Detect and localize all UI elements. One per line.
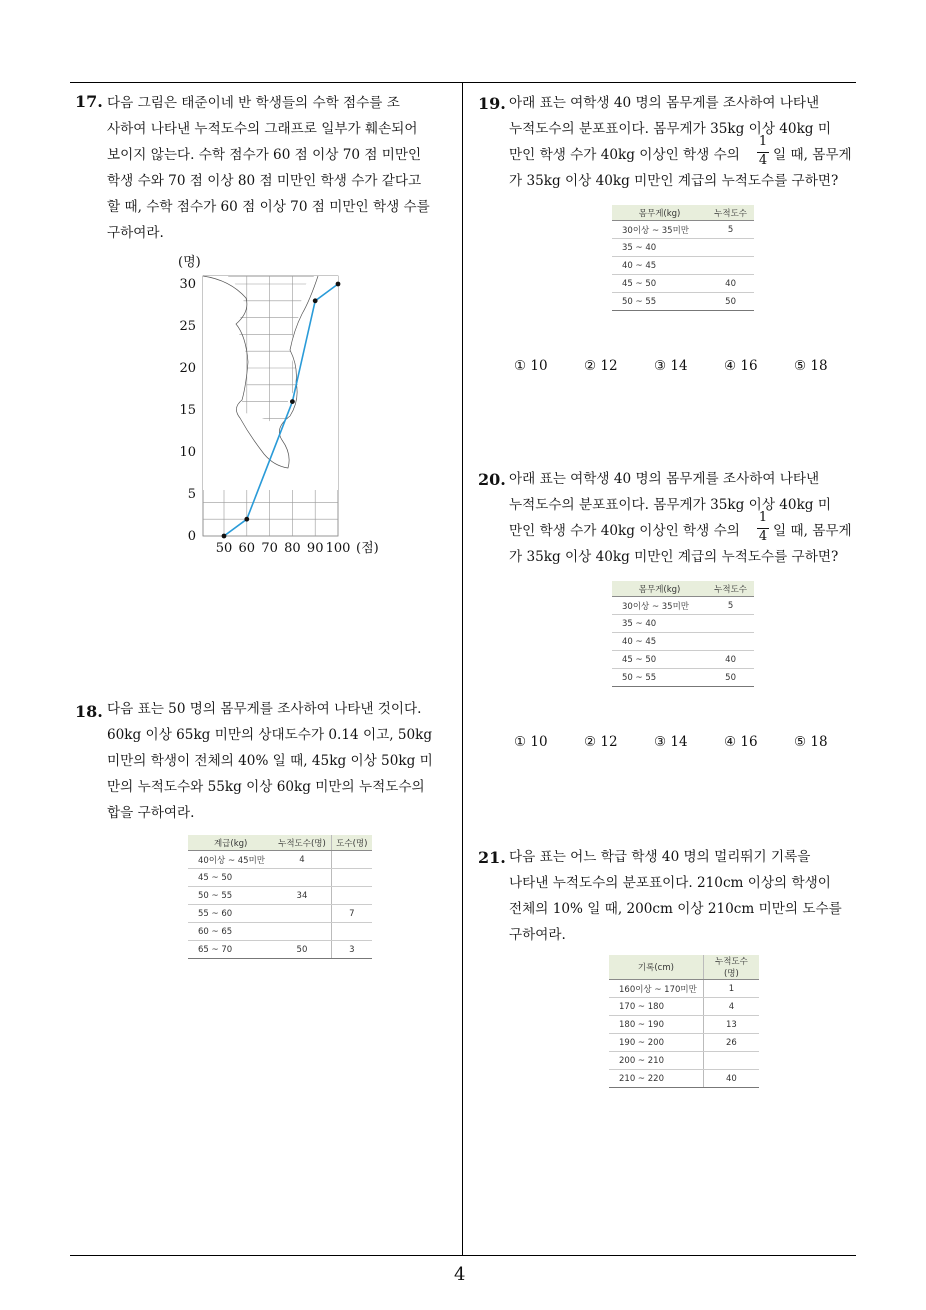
answer-choices (514, 734, 864, 750)
y-tick-label: 25 (179, 319, 196, 334)
table-cell: 180 ~ 190 (609, 1016, 703, 1034)
table-cell (703, 1052, 759, 1070)
table-cell (331, 851, 372, 869)
x-tick-label: 60 (238, 541, 256, 556)
table-cell: 35 ~ 40 (612, 615, 707, 633)
table-cell: 50 ~ 55 (188, 887, 273, 905)
choice-3[interactable]: ③ 14 (654, 734, 688, 750)
table-cell (331, 923, 372, 941)
question-text-line: 다음 그림은 태준이네 반 학생들의 수학 점수를 조 (107, 95, 400, 111)
table-cell: 60 ~ 65 (188, 923, 273, 941)
data-point (244, 517, 249, 522)
question-number: 21. (478, 848, 506, 867)
y-tick-label: 30 (179, 277, 196, 292)
table-cell: 210 ~ 220 (609, 1070, 703, 1088)
question-number: 17. (75, 92, 103, 111)
table-row (609, 1070, 759, 1088)
x-tick-label: 90 (306, 541, 324, 556)
table-cell: 7 (331, 905, 372, 923)
x-tick-label: 50 (215, 541, 233, 556)
table-header: 계급(kg) (188, 835, 273, 851)
table-cell: 26 (703, 1034, 759, 1052)
table-cell: 170 ~ 180 (609, 998, 703, 1016)
table-header: 누적도수(명) (273, 835, 331, 851)
choice-4[interactable]: ④ 16 (724, 734, 758, 750)
y-tick-label: 20 (179, 361, 196, 376)
choice-5[interactable]: ⑤ 18 (794, 734, 828, 750)
table-cell: 3 (331, 941, 372, 959)
table-cell: 45 ~ 50 (612, 275, 707, 293)
question-text-line: 60kg 이상 65kg 미만의 상대도수가 0.14 이고, 50kg (107, 727, 433, 743)
table-cell (273, 923, 331, 941)
table-cell: 190 ~ 200 (609, 1034, 703, 1052)
table-row (612, 669, 754, 687)
question-text-line: 일 때, 몸무게 (773, 523, 852, 539)
table-cell: 50 (273, 941, 331, 959)
question-text-line: 미만의 학생이 전체의 40% 일 때, 45kg 이상 50kg 미 (107, 753, 433, 769)
choice-3[interactable]: ③ 14 (654, 358, 688, 374)
table-row (612, 633, 754, 651)
y-tick-label: 0 (187, 529, 196, 544)
table-cell: 13 (703, 1016, 759, 1034)
question-text-line: 전체의 10% 일 때, 200cm 이상 210cm 미만의 도수를 (509, 901, 842, 917)
question-text-line: 학생 수와 70 점 이상 80 점 미만인 학생 수가 같다고 (107, 173, 422, 189)
x-tick-label: 100 (325, 541, 351, 556)
table-header: 도수(명) (331, 835, 372, 851)
table-header-row (188, 835, 372, 851)
table-row (612, 293, 754, 311)
table-cell: 5 (707, 597, 754, 615)
fraction-numerator: 1 (758, 510, 768, 525)
table-row (188, 851, 372, 869)
table-row (609, 980, 759, 998)
question-text-line: 아래 표는 여학생 40 명의 몸무게를 조사하여 나타낸 (509, 471, 820, 487)
data-point (222, 534, 227, 539)
question-text-line: 만의 누적도수와 55kg 이상 60kg 미만의 누적도수의 (107, 779, 425, 795)
table-cell: 30이상 ~ 35미만 (612, 597, 707, 615)
table-cell: 50 (707, 669, 754, 687)
table-cell (273, 905, 331, 923)
y-tick-label: 15 (179, 403, 196, 418)
question-text-line: 나타낸 누적도수의 분포표이다. 210cm 이상의 학생이 (509, 875, 831, 891)
table-cell: 45 ~ 50 (188, 869, 273, 887)
y-axis-label: (명) (178, 255, 201, 270)
table-header: 누적도수 (707, 205, 754, 221)
question-text-line: 일 때, 몸무게 (773, 147, 852, 163)
table-row (612, 615, 754, 633)
table-cell: 4 (273, 851, 331, 869)
table-row (188, 923, 372, 941)
table-header: 기록(cm) (609, 955, 703, 980)
table-cell: 5 (707, 221, 754, 239)
table-cell (331, 887, 372, 905)
table-cell: 34 (273, 887, 331, 905)
table-row (188, 887, 372, 905)
table-cell: 50 ~ 55 (612, 669, 707, 687)
table-cell: 40 (703, 1070, 759, 1088)
choice-2[interactable]: ② 12 (584, 734, 618, 750)
table-row (188, 941, 372, 959)
table-header-row (612, 205, 754, 221)
table-cell (707, 257, 754, 275)
page-number: 4 (454, 1264, 466, 1285)
table-row (609, 1016, 759, 1034)
table-header: 누적도수(명) (703, 955, 759, 980)
data-point (313, 298, 318, 303)
question-text-line: 누적도수의 분포표이다. 몸무게가 35kg 이상 40kg 미 (509, 121, 831, 137)
question-text-line: 할 때, 수학 점수가 60 점 이상 70 점 미만인 학생 수를 (107, 199, 430, 215)
choice-2[interactable]: ② 12 (584, 358, 618, 374)
fraction-numerator: 1 (758, 134, 768, 149)
data-point (336, 282, 341, 287)
frequency-table (609, 955, 759, 1088)
question-text-line: 합을 구하여라. (107, 805, 195, 821)
table-cell (707, 615, 754, 633)
table-cell: 160이상 ~ 170미만 (609, 980, 703, 998)
x-tick-label: 80 (284, 541, 301, 556)
table-cell: 50 (707, 293, 754, 311)
y-tick-label: 5 (187, 487, 196, 502)
choice-1[interactable]: ① 10 (514, 734, 548, 750)
table-header: 몸무게(kg) (612, 581, 707, 597)
table-row (612, 221, 754, 239)
table-header: 몸무게(kg) (612, 205, 707, 221)
bottom-rule (70, 1255, 856, 1256)
table-row (609, 998, 759, 1016)
table-cell: 4 (703, 998, 759, 1016)
question-text-line: 구하여라. (509, 927, 566, 943)
question-number: 19. (478, 94, 506, 113)
choice-4[interactable]: ④ 16 (724, 358, 758, 374)
table-cell: 1 (703, 980, 759, 998)
table-row (188, 905, 372, 923)
table-cell: 40이상 ~ 45미만 (188, 851, 273, 869)
fraction-denominator: 4 (758, 153, 768, 168)
question-number: 18. (75, 702, 103, 721)
question-text-line: 사하여 나타낸 누적도수의 그래프로 일부가 훼손되어 (107, 121, 418, 137)
question-text-line: 다음 표는 어느 학급 학생 40 명의 멀리뛰기 기록을 (509, 849, 811, 865)
table-row (612, 239, 754, 257)
table-cell: 65 ~ 70 (188, 941, 273, 959)
y-tick-label: 10 (179, 445, 196, 460)
fraction-denominator: 4 (758, 529, 768, 544)
frequency-table (612, 205, 754, 311)
table-cell (707, 239, 754, 257)
answer-choices (514, 358, 864, 374)
question-text-line: 구하여라. (107, 225, 164, 241)
table-cell: 200 ~ 210 (609, 1052, 703, 1070)
table-row (612, 275, 754, 293)
table-row (612, 651, 754, 669)
table-cell: 40 (707, 651, 754, 669)
x-tick-label: 70 (261, 541, 278, 556)
question-text-line: 다음 표는 50 명의 몸무게를 조사하여 나타낸 것이다. (107, 701, 422, 717)
data-point (290, 399, 295, 404)
table-cell: 50 ~ 55 (612, 293, 707, 311)
table-header-row (612, 581, 754, 597)
x-axis-label: (점) (356, 541, 379, 556)
table-row (188, 869, 372, 887)
cumulative-frequency-chart (170, 250, 390, 560)
column-divider (462, 82, 463, 1256)
table-cell (331, 869, 372, 887)
table-cell: 40 (707, 275, 754, 293)
table-cell: 40 ~ 45 (612, 633, 707, 651)
top-rule (70, 82, 856, 83)
table-row (609, 1052, 759, 1070)
table-row (612, 257, 754, 275)
table-cell: 40 ~ 45 (612, 257, 707, 275)
table-header: 누적도수 (707, 581, 754, 597)
table-cell: 30이상 ~ 35미만 (612, 221, 707, 239)
table-cell: 35 ~ 40 (612, 239, 707, 257)
frequency-table (612, 581, 754, 687)
table-cell (273, 869, 331, 887)
question-text-line: 만인 학생 수가 40kg 이상인 학생 수의 (509, 147, 740, 163)
table-row (609, 1034, 759, 1052)
frequency-table (188, 835, 372, 959)
choice-5[interactable]: ⑤ 18 (794, 358, 828, 374)
question-text-line: 보이지 않는다. 수학 점수가 60 점 이상 70 점 미만인 (107, 147, 422, 163)
question-text-line: 아래 표는 여학생 40 명의 몸무게를 조사하여 나타낸 (509, 95, 820, 111)
question-text-line: 가 35kg 이상 40kg 미만인 계급의 누적도수를 구하면? (509, 549, 839, 565)
question-number: 20. (478, 470, 506, 489)
table-row (612, 597, 754, 615)
table-cell: 55 ~ 60 (188, 905, 273, 923)
question-text-line: 만인 학생 수가 40kg 이상인 학생 수의 (509, 523, 740, 539)
table-cell (707, 633, 754, 651)
question-text-line: 가 35kg 이상 40kg 미만인 계급의 누적도수를 구하면? (509, 173, 839, 189)
choice-1[interactable]: ① 10 (514, 358, 548, 374)
question-text-line: 누적도수의 분포표이다. 몸무게가 35kg 이상 40kg 미 (509, 497, 831, 513)
table-header-row (609, 955, 759, 980)
table-cell: 45 ~ 50 (612, 651, 707, 669)
